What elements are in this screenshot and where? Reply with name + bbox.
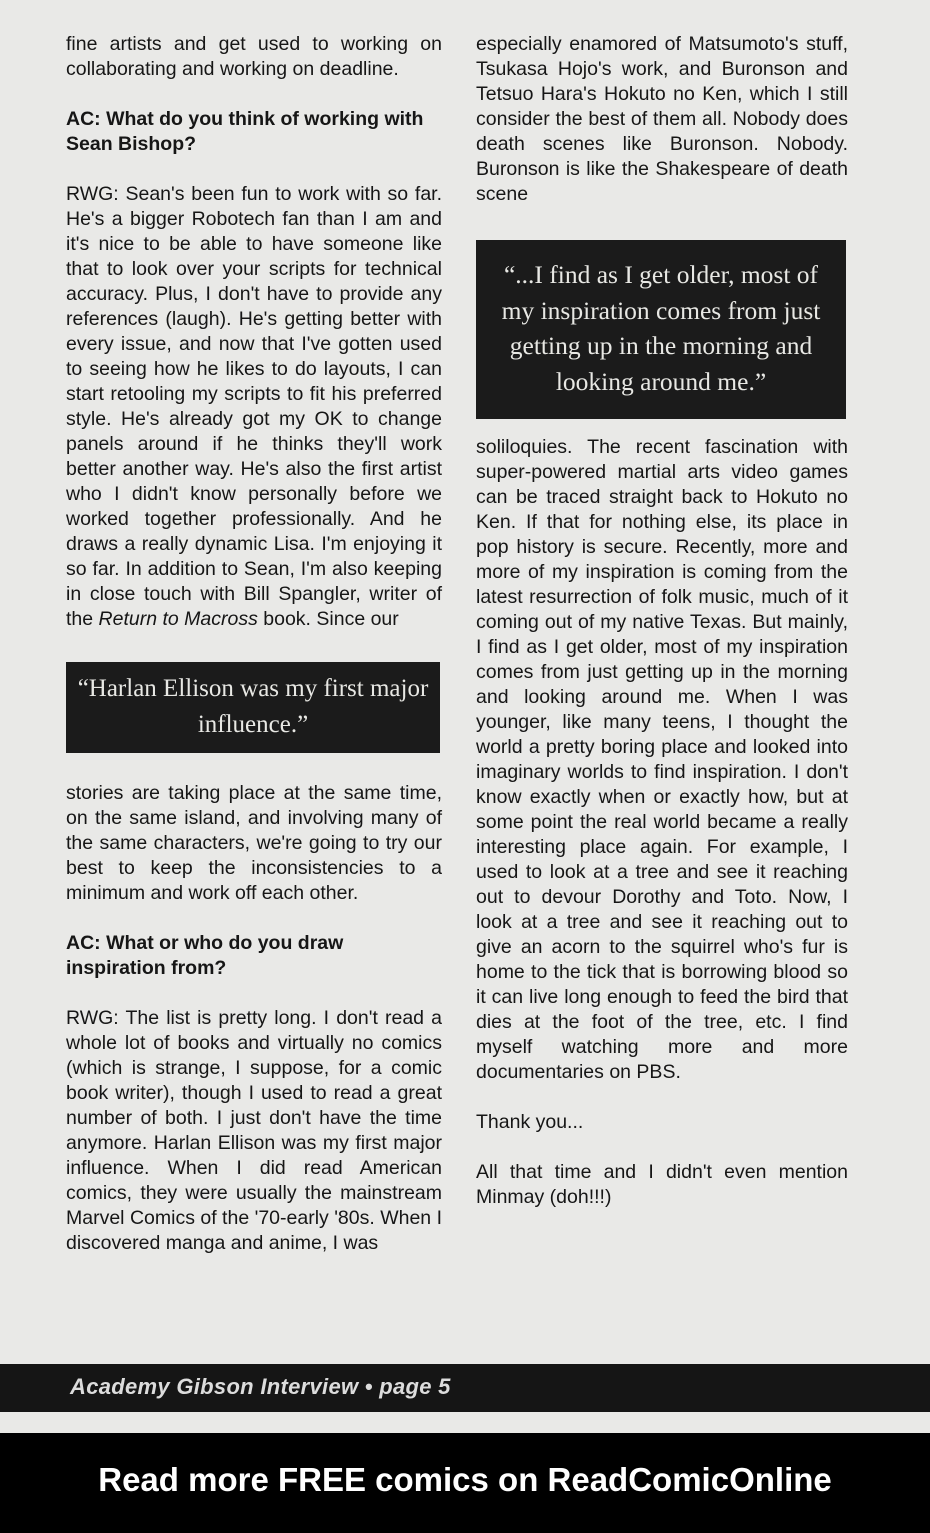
left-paragraph-1: fine artists and get used to working on collaborating and working on deadline. xyxy=(66,33,442,80)
right-paragraph-thanks: Thank you... xyxy=(476,1111,584,1133)
question-sean-bishop: AC: What do you think of working with Sean Bishop? xyxy=(66,108,424,155)
left-paragraph-4: RWG: The list is pretty long. I don't read a whole lot of books and virtually no comics (which is strange, I suppose, for a comic book writer), though I used to read a great number of both. I just don't have the time anymore. Harlan Ellison was my first major influence. When I did read American comics, they were usually the mainstream Marvel Comics of the '70-early '80s. When I discovered manga and anime, I was xyxy=(66,1007,442,1254)
left-paragraph-3: stories are taking place at the same time, on the same island, and involving many of the same characters, we're going to try our best to keep the inconsistencies to a minimum and work off each other. xyxy=(66,782,442,904)
book-title: Return to Macross xyxy=(98,608,258,630)
pull-quote-inspiration: “...I find as I get older, most of my inspiration comes from just getting up in the morning and looking around me.” xyxy=(476,240,846,419)
pull-quote-harlan-ellison: “Harlan Ellison was my first major influence.” xyxy=(66,662,440,753)
right-paragraph-minmay: All that time and I didn't even mention Minmay (doh!!!) xyxy=(476,1161,848,1208)
question-inspiration: AC: What or who do you draw inspiration from? xyxy=(66,932,344,979)
right-paragraph-2: soliloquies. The recent fascination with super-powered martial arts video games can be traced straight back to Hokuto no Ken. If that for nothing else, its place in pop history is secure. Recently, more and more of my inspiration is coming from the latest resurrection of folk music, much of it coming out of my native Texas. But mainly, I find as I get older, most of my inspiration comes from just getting up in the morning and looking around me. When I was younger, like many teens, I thought the world a pretty boring place and looked into imaginary worlds to find inspiration. I don't know exactly when or exactly how, but at some point the real world became a really interesting place again. For example, I used to look at a tree and see it reaching out to devour Dorothy and Toto. Now, I look at a tree and see it reaching out to give an acorn to the squirrel who's fur is home to the tick that is borrowing blood so it can live long enough to feed the bird that dies at the foot of the tree, etc. I find myself watching more and more documentaries on PBS. xyxy=(476,436,848,1083)
promo-banner-text: Read more FREE comics on ReadComicOnline xyxy=(98,1461,832,1498)
answer-sean-text-end: book. Since our xyxy=(257,608,399,630)
left-paragraph-2 xyxy=(66,182,442,632)
answer-sean-text: RWG: Sean's been fun to work with so far. He's a bigger Robotech fan than I am and it's nice to be able to have someone like that to look over your scripts for technical accuracy. Plus, I don't have to provide any references (laugh). He's getting better with every issue, and now that I've gotten used to seeing how he likes to do layouts, I can start retooling my scripts to fit his preferred style. He's already got my OK to change panels around if he thinks they'll work better another way. He's also the first artist who I didn't know personally before we worked together professionally. And he draws a really dynamic Lisa. I'm enjoying it so far. In addition to Sean, I'm also keeping in close touch with Bill Spangler, writer of the xyxy=(66,183,442,630)
left-column xyxy=(66,32,442,1256)
right-column xyxy=(476,32,848,1210)
page-footer-caption: Academy Gibson Interview • page 5 xyxy=(70,1374,451,1399)
right-paragraph-1: especially enamored of Matsumoto's stuff, Tsukasa Hojo's work, and Buronson and Tetsuo Hara's Hokuto no Ken, which I still consider the best of them all. Nobody does death scenes like Buronson. Nobody. Buronson is like the Shakespeare of death scene xyxy=(476,33,848,205)
